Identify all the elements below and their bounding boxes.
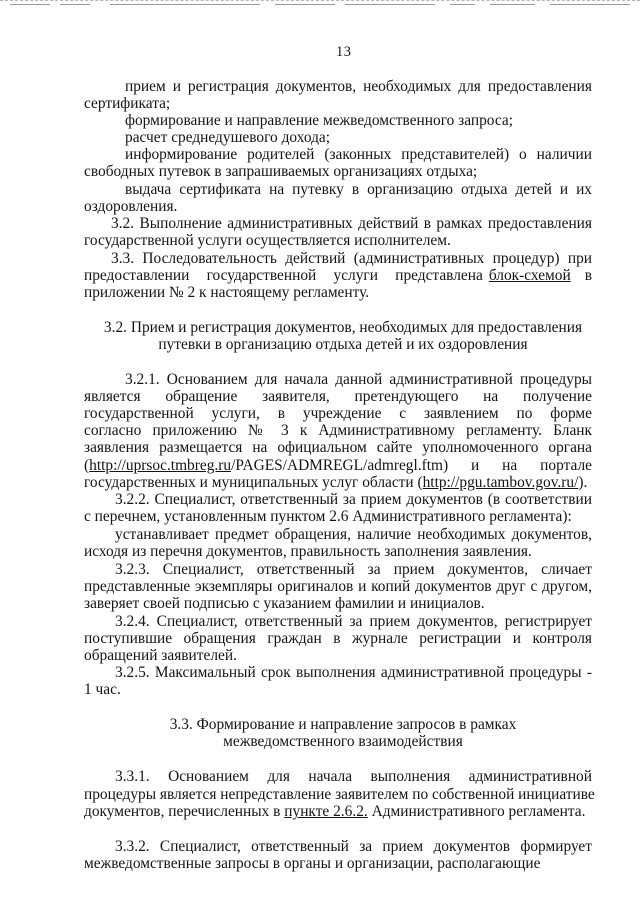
text-part: Административного регламента. [367,803,586,820]
clause-2-6-2-link[interactable]: пункте 2.6.2. [284,803,368,820]
section-heading: 3.2. Прием и регистрация документов, необходимых для предоставления [103,319,583,336]
block-scheme-link[interactable]: блок-схемой [488,267,571,284]
paragraph-line: государственной услуги, в учреждение с заявлением по форме [84,405,592,422]
text-word: услуги [333,267,378,284]
paragraph-line: поступившие обращения граждан в журнале регистрации и контроля [84,630,592,647]
paragraph-line: 3.2.5. Максимальный срок выполнения административной процедуры - [115,664,592,681]
paragraph-line: 1 час. [84,681,121,698]
paragraph-line: согласно приложению № 3 к Административному регламенту. Бланк [84,422,592,439]
list-item-line: расчет среднедушевого дохода; [125,129,331,146]
paragraph-line: заверяет своей подписью с указанием фамилии и инициалов. [84,595,485,612]
paragraph-line: межведомственные запросы в органы и организации, располагающие [84,855,541,872]
paragraph-line: 3.3. Последовательность действий (административных процедур) при [111,250,592,267]
paragraph-line: 3.2.2. Специалист, ответственный за прием документов (в соответствии [115,491,592,508]
list-item-line: информирование родителей (законных представителей) о наличии [125,146,592,163]
paragraph-line: заявления размещается на официальном сайте уполномоченного органа [84,439,592,456]
scan-edge-artifact [0,0,640,15]
paragraph-line: обращений заявителей. [84,647,237,664]
text-word: предоставлении [84,267,190,284]
paragraph-line: 3.3.2. Специалист, ответственный за прием документов формирует [115,838,592,855]
section-heading: путевки в организацию отдыха детей и их оздоровления [158,336,528,353]
scan-dash [550,4,630,5]
paragraph-line: является обращение заявителя, претендующего на получение [84,388,592,405]
uprsoc-link[interactable]: http://uprsoc.tmbreg.ru [89,457,232,474]
text-part: /PAGES/ADMREGL/admregl.ftm) [231,457,449,474]
scan-dash [450,4,475,5]
paragraph-line: 3.2. Выполнение административных действий в рамках предоставления [111,215,592,232]
scan-dash [275,4,335,5]
paragraph-line [84,267,592,284]
text-word: представлена [395,267,483,284]
text-word: на [502,457,518,474]
scan-dash [60,4,90,5]
paragraph-line: представленные экземпляры оригиналов и копий документов друг с другом, [84,578,592,595]
list-item-line: сертификата; [84,95,171,112]
paragraph-line: 3.3.1. Основанием для начала выполнения административной [115,768,592,785]
list-item-line: оздоровления. [84,198,178,215]
paragraph-line: с перечнем, установленным пунктом 2.6 Административного регламента): [84,508,572,525]
text-part: ). [578,474,588,491]
paragraph-line [84,803,592,820]
section-heading: межведомственного взаимодействия [223,733,463,750]
list-item-line: формирование и направление межведомственного запроса; [125,112,514,129]
pgu-tambov-link[interactable]: http://pgu.tambov.gov.ru/ [422,474,579,491]
paragraph-line: государственной услуги осуществляется исполнителем. [84,232,451,249]
paragraph-line: 3.2.1. Основанием для начала данной административной процедуры [125,371,592,388]
text-word: портале [540,457,592,474]
paragraph-line: 3.2.4. Специалист, ответственный за прием документов, регистрирует [115,613,592,630]
paragraph-line: 3.2.3. Специалист, ответственный за прием документов, сличает [115,561,592,578]
section-heading: 3.3. Формирование и направление запросов в рамках [169,716,517,733]
paragraph-line [84,474,592,491]
paragraph-line: устанавливает предмет обращения, наличие необходимых документов, [115,526,592,543]
text-word: государственной [206,267,317,284]
paragraph-line [84,457,592,474]
paragraph-line: приложении № 2 к настоящему регламенту. [84,284,370,301]
paragraph-line: исходя из перечня документов, правильность заполнения заявления. [84,543,532,560]
scan-dash [345,4,435,5]
scan-dash [110,4,260,5]
page-number: 13 [336,44,352,60]
text-word: и [471,457,480,474]
scan-dash [490,4,535,5]
text-word: в [584,267,592,284]
text-part: ( [84,457,90,474]
list-item-line: выдача сертификата на путевку в организацию отдыха детей и их [125,181,592,198]
paragraph-line: процедуры является непредставление заявителем по собственной инициативе [84,786,595,803]
text-span [84,457,448,474]
text-part: государственных и муниципальных услуг области ( [84,474,423,491]
text-span [84,267,483,284]
scan-dash [10,4,50,5]
text-part: документов, перечисленных в [84,803,285,820]
list-item-line: свободных путевок в запрашиваемых организациях отдыха; [84,163,478,180]
list-item-line: прием и регистрация документов, необходимых для предоставления [125,78,592,95]
